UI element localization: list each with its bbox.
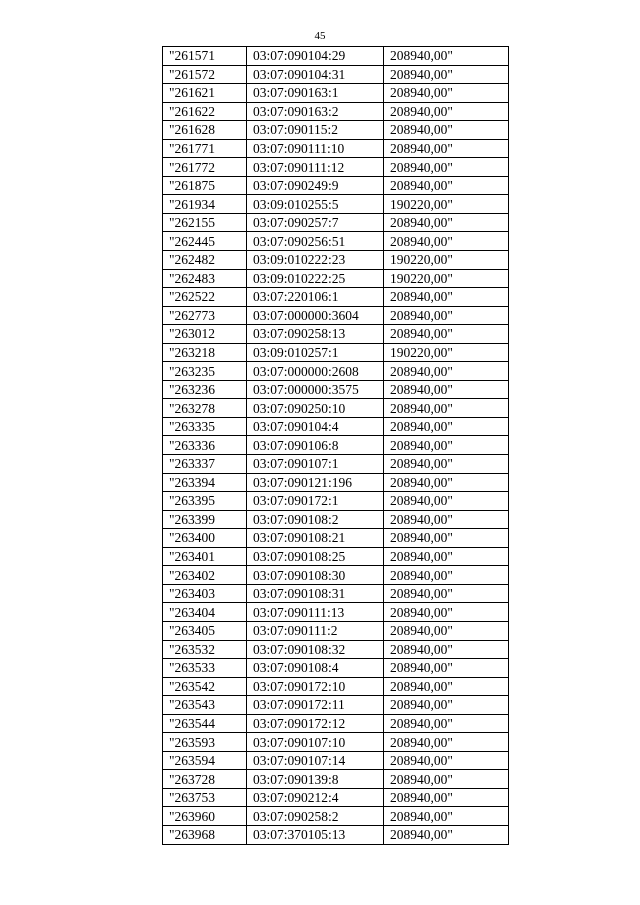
cell-amount: 208940,00" (384, 455, 509, 474)
table-row (163, 510, 509, 529)
cell-cadastral-number: 03:07:090163:2 (247, 102, 384, 121)
table-row (163, 251, 509, 270)
table-row (163, 566, 509, 585)
cell-cadastral-number: 03:09:010255:5 (247, 195, 384, 214)
cell-cadastral-number: 03:07:090163:1 (247, 84, 384, 103)
cell-id: "261621 (163, 84, 247, 103)
cell-cadastral-number: 03:07:090106:8 (247, 436, 384, 455)
cell-id: "261572 (163, 65, 247, 84)
table-row (163, 158, 509, 177)
cell-amount: 208940,00" (384, 603, 509, 622)
cell-id: "263728 (163, 770, 247, 789)
cell-cadastral-number: 03:07:090172:11 (247, 696, 384, 715)
cell-cadastral-number: 03:07:090121:196 (247, 473, 384, 492)
cell-id: "263400 (163, 529, 247, 548)
table-row (163, 825, 509, 844)
cell-id: "263543 (163, 696, 247, 715)
cell-id: "263593 (163, 733, 247, 752)
cell-id: "261772 (163, 158, 247, 177)
cell-id: "262773 (163, 306, 247, 325)
cell-amount: 208940,00" (384, 84, 509, 103)
page-number: 45 (314, 30, 326, 42)
table-row (163, 362, 509, 381)
cell-amount: 208940,00" (384, 640, 509, 659)
cell-cadastral-number: 03:07:090115:2 (247, 121, 384, 140)
table-row (163, 306, 509, 325)
cell-id: "263236 (163, 380, 247, 399)
cell-cadastral-number: 03:07:090111:10 (247, 139, 384, 158)
cell-amount: 208940,00" (384, 529, 509, 548)
cell-cadastral-number: 03:07:090257:7 (247, 213, 384, 232)
table-row (163, 603, 509, 622)
table-row (163, 714, 509, 733)
cell-amount: 208940,00" (384, 677, 509, 696)
cell-amount: 208940,00" (384, 696, 509, 715)
cell-id: "263594 (163, 751, 247, 770)
cell-id: "261875 (163, 176, 247, 195)
cell-id: "261771 (163, 139, 247, 158)
cell-cadastral-number: 03:07:090108:25 (247, 547, 384, 566)
cell-id: "263401 (163, 547, 247, 566)
cell-id: "263337 (163, 455, 247, 474)
cell-id: "263399 (163, 510, 247, 529)
cell-id: "263395 (163, 492, 247, 511)
cell-cadastral-number: 03:07:090108:4 (247, 659, 384, 678)
table-row (163, 436, 509, 455)
table-row (163, 47, 509, 66)
cell-amount: 208940,00" (384, 65, 509, 84)
table-row (163, 399, 509, 418)
cell-amount: 208940,00" (384, 825, 509, 844)
cell-amount: 208940,00" (384, 510, 509, 529)
cell-cadastral-number: 03:09:010257:1 (247, 343, 384, 362)
cell-id: "263336 (163, 436, 247, 455)
cell-amount: 208940,00" (384, 232, 509, 251)
table-row (163, 176, 509, 195)
cell-cadastral-number: 03:07:090111:12 (247, 158, 384, 177)
cell-amount: 208940,00" (384, 158, 509, 177)
table-row (163, 492, 509, 511)
table-row (163, 659, 509, 678)
table-row (163, 807, 509, 826)
cell-amount: 190220,00" (384, 195, 509, 214)
table-row (163, 380, 509, 399)
cell-cadastral-number: 03:07:090108:2 (247, 510, 384, 529)
cell-id: "263533 (163, 659, 247, 678)
table-row (163, 529, 509, 548)
cell-amount: 208940,00" (384, 362, 509, 381)
cell-amount: 208940,00" (384, 306, 509, 325)
table-row (163, 473, 509, 492)
cell-id: "261622 (163, 102, 247, 121)
cell-amount: 208940,00" (384, 213, 509, 232)
cell-amount: 208940,00" (384, 492, 509, 511)
cell-amount: 208940,00" (384, 417, 509, 436)
cell-cadastral-number: 03:07:090108:32 (247, 640, 384, 659)
cell-id: "263235 (163, 362, 247, 381)
cell-id: "263532 (163, 640, 247, 659)
table-row (163, 696, 509, 715)
cell-id: "262155 (163, 213, 247, 232)
table-row (163, 733, 509, 752)
table-row (163, 269, 509, 288)
cell-cadastral-number: 03:07:000000:2608 (247, 362, 384, 381)
cell-cadastral-number: 03:07:090212:4 (247, 788, 384, 807)
cell-amount: 208940,00" (384, 102, 509, 121)
cell-amount: 208940,00" (384, 325, 509, 344)
table-row (163, 232, 509, 251)
table-row (163, 65, 509, 84)
cell-amount: 208940,00" (384, 659, 509, 678)
cell-cadastral-number: 03:07:090107:10 (247, 733, 384, 752)
table-row (163, 677, 509, 696)
cell-cadastral-number: 03:07:090108:21 (247, 529, 384, 548)
cell-id: "263394 (163, 473, 247, 492)
cell-cadastral-number: 03:07:090104:4 (247, 417, 384, 436)
table-row (163, 288, 509, 307)
cell-amount: 208940,00" (384, 380, 509, 399)
cell-amount: 208940,00" (384, 121, 509, 140)
cell-id: "261934 (163, 195, 247, 214)
cell-id: "263402 (163, 566, 247, 585)
cell-id: "263544 (163, 714, 247, 733)
cell-cadastral-number: 03:07:370105:13 (247, 825, 384, 844)
cell-amount: 208940,00" (384, 288, 509, 307)
cell-amount: 190220,00" (384, 343, 509, 362)
cell-id: "263960 (163, 807, 247, 826)
cell-id: "262483 (163, 269, 247, 288)
cell-id: "263403 (163, 584, 247, 603)
cell-amount: 208940,00" (384, 807, 509, 826)
cell-amount: 208940,00" (384, 584, 509, 603)
cell-cadastral-number: 03:07:090108:30 (247, 566, 384, 585)
cell-id: "262522 (163, 288, 247, 307)
cell-cadastral-number: 03:07:090107:1 (247, 455, 384, 474)
cell-id: "261628 (163, 121, 247, 140)
table-row (163, 213, 509, 232)
cell-cadastral-number: 03:07:090250:10 (247, 399, 384, 418)
cell-amount: 190220,00" (384, 251, 509, 270)
cell-amount: 208940,00" (384, 399, 509, 418)
table-row (163, 139, 509, 158)
cell-cadastral-number: 03:07:090172:1 (247, 492, 384, 511)
cell-cadastral-number: 03:09:010222:23 (247, 251, 384, 270)
cell-cadastral-number: 03:07:090139:8 (247, 770, 384, 789)
cell-amount: 208940,00" (384, 621, 509, 640)
cell-cadastral-number: 03:07:090249:9 (247, 176, 384, 195)
cell-cadastral-number: 03:07:090104:31 (247, 65, 384, 84)
cell-cadastral-number: 03:07:220106:1 (247, 288, 384, 307)
cell-cadastral-number: 03:07:000000:3575 (247, 380, 384, 399)
cell-cadastral-number: 03:07:000000:3604 (247, 306, 384, 325)
table-row (163, 770, 509, 789)
cell-amount: 208940,00" (384, 566, 509, 585)
table-row (163, 788, 509, 807)
cell-cadastral-number: 03:07:090256:51 (247, 232, 384, 251)
cell-id: "263012 (163, 325, 247, 344)
table-row (163, 195, 509, 214)
table-row (163, 640, 509, 659)
data-table (162, 46, 509, 845)
cell-id: "262482 (163, 251, 247, 270)
cell-cadastral-number: 03:07:090111:13 (247, 603, 384, 622)
table-row (163, 343, 509, 362)
cell-cadastral-number: 03:07:090108:31 (247, 584, 384, 603)
cell-cadastral-number: 03:09:010222:25 (247, 269, 384, 288)
cell-cadastral-number: 03:07:090258:2 (247, 807, 384, 826)
cell-cadastral-number: 03:07:090172:10 (247, 677, 384, 696)
cell-amount: 208940,00" (384, 47, 509, 66)
table-row (163, 621, 509, 640)
cell-amount: 208940,00" (384, 714, 509, 733)
table-row (163, 417, 509, 436)
cell-amount: 208940,00" (384, 473, 509, 492)
cell-amount: 190220,00" (384, 269, 509, 288)
cell-id: "263542 (163, 677, 247, 696)
cell-id: "263335 (163, 417, 247, 436)
cell-amount: 208940,00" (384, 547, 509, 566)
table-row (163, 455, 509, 474)
cell-amount: 208940,00" (384, 176, 509, 195)
cell-id: "263405 (163, 621, 247, 640)
cell-id: "263753 (163, 788, 247, 807)
cell-cadastral-number: 03:07:090172:12 (247, 714, 384, 733)
cell-id: "263968 (163, 825, 247, 844)
cell-amount: 208940,00" (384, 770, 509, 789)
cell-id: "263404 (163, 603, 247, 622)
table-row (163, 584, 509, 603)
table-row (163, 325, 509, 344)
cell-amount: 208940,00" (384, 436, 509, 455)
table-row (163, 84, 509, 103)
table-row (163, 102, 509, 121)
cell-id: "262445 (163, 232, 247, 251)
cell-cadastral-number: 03:07:090104:29 (247, 47, 384, 66)
cell-amount: 208940,00" (384, 751, 509, 770)
cell-cadastral-number: 03:07:090107:14 (247, 751, 384, 770)
cell-cadastral-number: 03:07:090111:2 (247, 621, 384, 640)
cell-id: "263278 (163, 399, 247, 418)
cell-id: "263218 (163, 343, 247, 362)
cell-id: "261571 (163, 47, 247, 66)
cell-amount: 208940,00" (384, 139, 509, 158)
cell-amount: 208940,00" (384, 788, 509, 807)
cell-amount: 208940,00" (384, 733, 509, 752)
cell-cadastral-number: 03:07:090258:13 (247, 325, 384, 344)
table-body (163, 47, 509, 845)
table-row (163, 547, 509, 566)
table-row (163, 121, 509, 140)
table-row (163, 751, 509, 770)
